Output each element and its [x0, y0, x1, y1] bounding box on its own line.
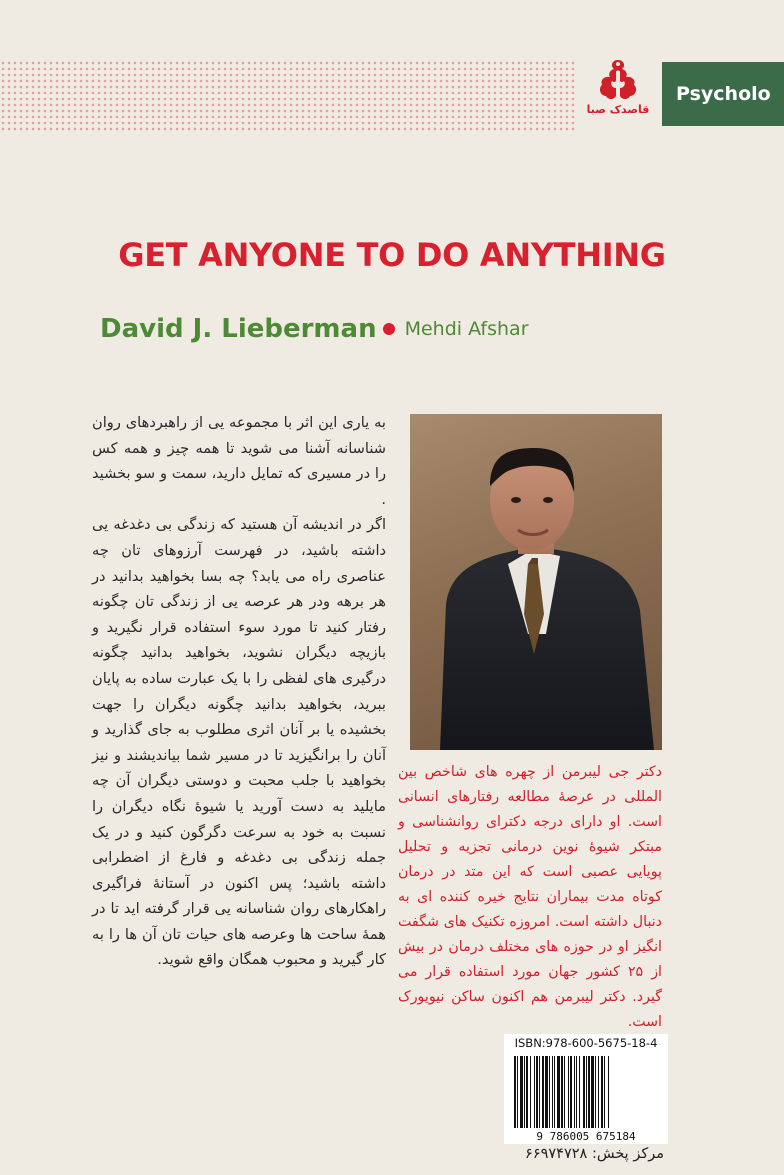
barcode-bar: [608, 1056, 609, 1128]
bullet-dot: [383, 323, 395, 335]
barcode-bar: [545, 1056, 548, 1128]
barcode-bar: [557, 1056, 560, 1128]
barcode-bar: [520, 1056, 523, 1128]
barcode-bar: [561, 1056, 563, 1128]
barcode-bar: [552, 1056, 553, 1128]
barcode-bar: [514, 1056, 516, 1128]
translator-name: Mehdi Afshar: [404, 318, 529, 340]
genre-tab: Psycholo: [662, 62, 784, 126]
barcode-bar: [570, 1056, 572, 1128]
barcode-bar: [517, 1056, 518, 1128]
barcode-bar: [536, 1056, 538, 1128]
barcode-bar: [579, 1056, 580, 1128]
barcode-bar: [601, 1056, 603, 1128]
barcode-bar: [591, 1056, 594, 1128]
byline: [100, 314, 529, 344]
publisher-logo-icon: [590, 58, 646, 102]
barcode-bar: [576, 1056, 577, 1128]
barcode-bar: [586, 1056, 587, 1128]
barcode-bar: [549, 1056, 550, 1128]
barcode-digits: 9 786005 675184: [536, 1130, 636, 1143]
barcode-bar: [588, 1056, 590, 1128]
barcode-bar: [542, 1056, 544, 1128]
blurb-text: [92, 410, 386, 973]
isbn-label: ISBN:978-600-5675-18-4: [504, 1034, 668, 1052]
barcode-bar: [524, 1056, 525, 1128]
barcode-bar: [598, 1056, 599, 1128]
publisher-logo: [582, 58, 654, 128]
barcode-bar: [583, 1056, 585, 1128]
barcode-bar: [574, 1056, 575, 1128]
barcode-bar: [554, 1056, 555, 1128]
author-name: David J. Lieberman: [100, 314, 377, 344]
barcode-icon: [504, 1052, 668, 1144]
barcode-bar: [604, 1056, 605, 1128]
barcode: [504, 1052, 668, 1144]
blurb-paragraph-1: به یاری این اثر با مجموعه یی از راهبردهای روان شناسانه آشنا می شوید تا همه چیز و همه کس را در مسیری که تمایل دارید، سمت و سو بخشید .: [92, 414, 386, 508]
book-title: GET ANYONE TO DO ANYTHING: [118, 236, 666, 274]
barcode-bar: [595, 1056, 596, 1128]
barcode-bar: [539, 1056, 540, 1128]
barcode-bar: [568, 1056, 569, 1128]
author-portrait-icon: [410, 414, 662, 750]
barcode-bar: [564, 1056, 565, 1128]
barcode-bar: [530, 1056, 531, 1128]
barcode-bar: [534, 1056, 535, 1128]
author-bio: دکتر جی لیبرمن از چهره های شاخص بین المللی در عرصهٔ مطالعه رفتارهای انسانی است. او دارای درجه دکترای روانشناسی و مبتکر شیوهٔ نوین درمانی تجزیه و تحلیل پویایی عصبی است که این متد در درمان کوتاه مدت بیماران نتایج خیره کننده ای به دنبال داشته است. امروزه تکنیک های شگفت انگیز او در حوزه های مختلف درمان در بیش از ۲۵ کشور جهان مورد استفاده قرار می گیرد. دکتر لیبرمن هم اکنون ساکن نیویورک است.: [398, 764, 662, 1030]
blurb-paragraph-2: اگر در اندیشه آن هستید که زندگی بی دغدغه یی داشته باشید، در فهرست آرزوهای تان چه عناصری راه می یابد؟ چه بسا بخواهید بدانید در هر برهه ودر هر عرصه یی از زندگی تان چگونه رفتار کنید تا مورد سوء استفاده قرار نگیرید و بازیچه دیگران نشوید، بخواهید بدانید چگونه درگیری های لفظی را با یک عبارت ساده به پایان ببرید، بخواهید بدانید چگونه دیگران را جهت بخشیده یا بر آنان اثری مطلوب به جای گذارید و آنان را برانگیزید تا در مسیر شما بیاندیشند و نیز بخواهید با جلب محبت و دوستی دیگران آن چه مایلید به دست آورید یا شیوهٔ نگاه دیگران را نسبت به خود به سرعت دگرگون کنید و در یک جمله زندگی بی دغدغه و فارغ از اضطرابی داشته باشید؛ پس اکنون در آستانهٔ فراگیری راهکارهای روان شناسانه یی قرار گرفته اید تا در همهٔ ساحت ها وعرصه های حیات تان آن ها را به کار گیرید و محبوب همگان واقع شوید.: [92, 516, 386, 969]
barcode-bar: [526, 1056, 528, 1128]
author-photo: [410, 414, 662, 750]
dotted-header-band: [0, 60, 575, 132]
distributor-phone: مرکز پخش: ۶۶۹۷۴۷۲۸: [525, 1146, 664, 1162]
publisher-logo-text: قاصدک صبا: [586, 103, 650, 116]
